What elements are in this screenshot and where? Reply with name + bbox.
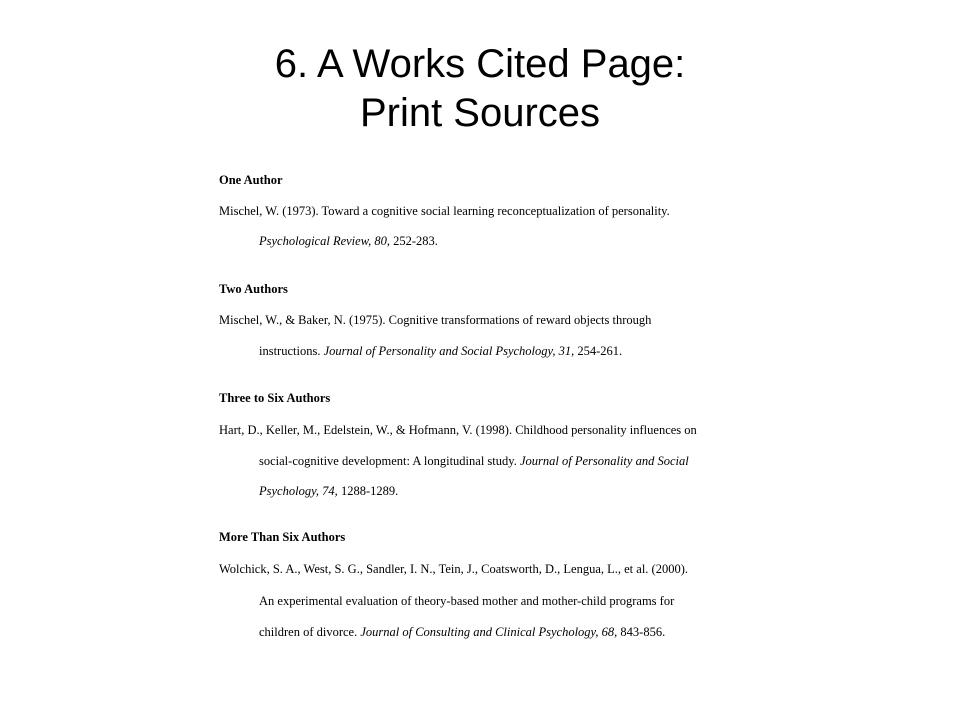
- citation-text: children of divorce.: [259, 625, 361, 639]
- citation-more-than-six-line-1: Wolchick, S. A., West, S. G., Sandler, I. N., Tein, J., Coatsworth, D., Lengua, L., et al. (2000).: [219, 562, 689, 576]
- heading-one-author: One Author: [219, 173, 283, 187]
- citation-two-authors-line-2: [259, 344, 622, 359]
- journal-title: Journal of Personality and Social Psychology, 31,: [323, 344, 575, 358]
- slide-title: [0, 40, 960, 138]
- citation-three-to-six-line-1: Hart, D., Keller, M., Edelstein, W., & Hofmann, V. (1998). Childhood personality influences on: [219, 423, 697, 437]
- journal-title: Psychology, 74,: [259, 484, 338, 498]
- citation-text: social-cognitive development: A longitudinal study.: [259, 454, 520, 468]
- citation-three-to-six-line-2: [259, 454, 689, 469]
- citation-three-to-six-line-3: [259, 484, 398, 499]
- journal-title: Psychological Review, 80,: [259, 234, 390, 248]
- citation-more-than-six-line-3: [259, 625, 665, 640]
- journal-title: Journal of Personality and Social: [519, 454, 689, 468]
- citation-pages: 1288-1289.: [337, 484, 399, 498]
- citation-one-author-line-1: Mischel, W. (1973). Toward a cognitive social learning reconceptualization of personality.: [219, 204, 670, 218]
- citation-pages: 843-856.: [617, 625, 666, 639]
- citation-text: instructions.: [259, 344, 324, 358]
- journal-title: Journal of Consulting and Clinical Psychology, 68,: [360, 625, 618, 639]
- heading-three-to-six-authors: Three to Six Authors: [219, 391, 331, 405]
- citation-two-authors-line-1: Mischel, W., & Baker, N. (1975). Cognitive transformations of reward objects through: [219, 313, 652, 327]
- citation-one-author-line-2: [259, 234, 438, 249]
- citation-pages: 252-283.: [389, 234, 438, 248]
- heading-more-than-six-authors: More Than Six Authors: [219, 530, 346, 544]
- citation-pages: 254-261.: [574, 344, 623, 358]
- citation-more-than-six-line-2: An experimental evaluation of theory-based mother and mother-child programs for: [259, 594, 675, 608]
- slide-title-line-1: 6. A Works Cited Page:: [274, 42, 686, 86]
- heading-two-authors: Two Authors: [219, 282, 288, 296]
- slide-title-line-2: Print Sources: [359, 91, 601, 135]
